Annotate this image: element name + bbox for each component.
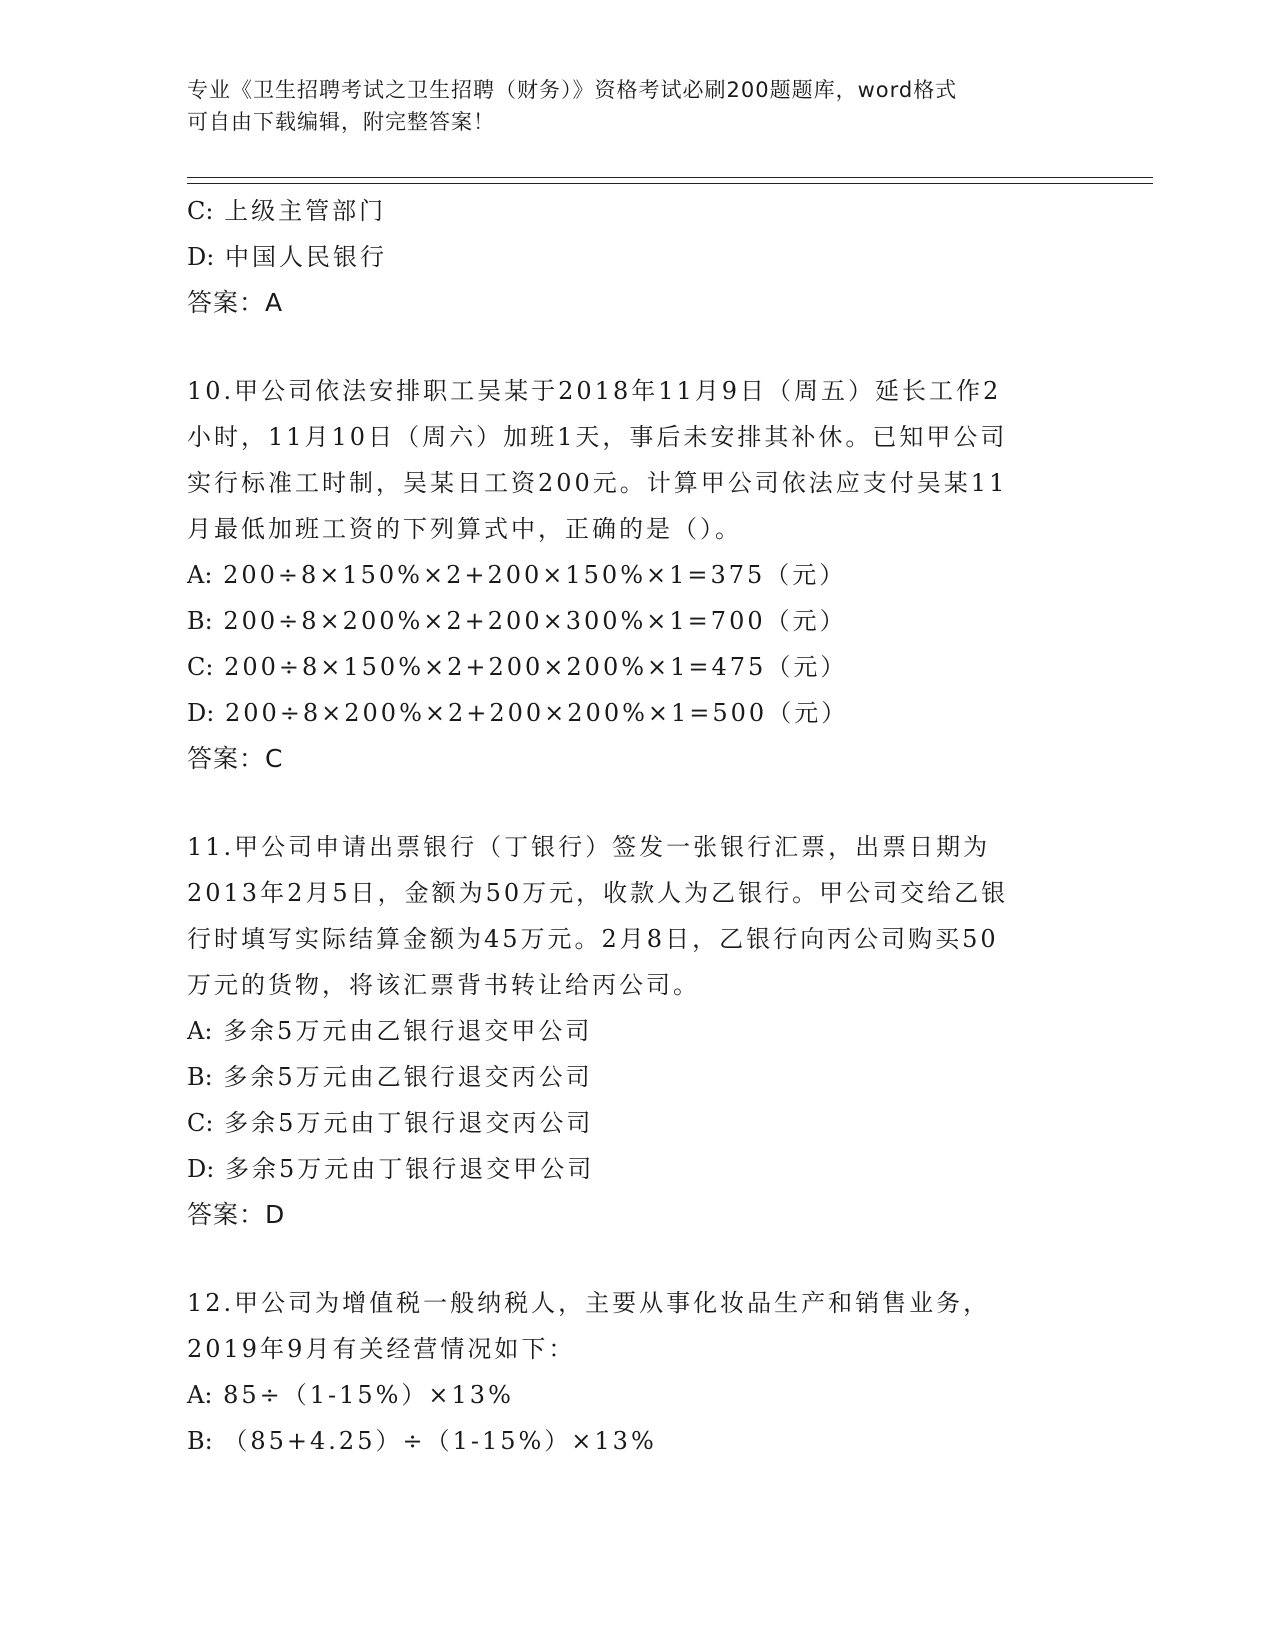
- question-text-line: 小时，11月10日（周六）加班1天，事后未安排其补休。已知甲公司: [187, 423, 1008, 451]
- option-d: D: 多余5万元由丁银行退交甲公司: [187, 1155, 595, 1183]
- question-text-line: 11.甲公司申请出票银行（丁银行）签发一张银行汇票，出票日期为: [187, 833, 991, 861]
- answer: 答案：C: [187, 744, 284, 773]
- document-header: [187, 74, 1087, 138]
- option-b: B: 多余5万元由乙银行退交丙公司: [187, 1063, 593, 1091]
- header-line-2: 可自由下载编辑，附完整答案！: [187, 110, 495, 134]
- question-text-line: 实行标准工时制，吴某日工资200元。计算甲公司依法应支付吴某11: [187, 469, 1008, 497]
- option-b: B: 200÷8×200%×2+200×300%×1=700（元）: [187, 607, 847, 635]
- question-12: [187, 1280, 1087, 1464]
- header-rule-top: [187, 177, 1153, 178]
- header-line-1: 专业《卫生招聘考试之卫生招聘（财务）》资格考试必刷200题题库，word格式: [187, 78, 958, 102]
- option-d: D: 200÷8×200%×2+200×200%×1=500（元）: [187, 699, 849, 727]
- option-a: A: 200÷8×150%×2+200×150%×1=375（元）: [187, 561, 847, 589]
- question-text-line: 2013年2月5日，金额为50万元，收款人为乙银行。甲公司交给乙银: [187, 879, 1009, 907]
- question-text-line: 10.甲公司依法安排职工吴某于2018年11月9日（周五）延长工作2: [187, 377, 1002, 405]
- question-text-line: 行时填写实际结算金额为45万元。2月8日，乙银行向丙公司购买50: [187, 925, 999, 953]
- document-body: [187, 188, 1087, 1464]
- option-d: D: 中国人民银行: [187, 243, 387, 271]
- answer: 答案：D: [187, 1200, 286, 1229]
- option-a: A: 多余5万元由乙银行退交甲公司: [187, 1017, 593, 1045]
- question-10: [187, 368, 1087, 782]
- question-text-line: 2019年9月有关经营情况如下：: [187, 1335, 576, 1363]
- option-c: C: 上级主管部门: [187, 197, 387, 225]
- option-b: B: （85+4.25）÷（1-15%）×13%: [187, 1427, 657, 1455]
- question-text-line: 12.甲公司为增值税一般纳税人，主要从事化妆品生产和销售业务，: [187, 1289, 991, 1317]
- question-11: [187, 824, 1087, 1238]
- question-text-line: 万元的货物，将该汇票背书转让给丙公司。: [187, 971, 700, 999]
- option-c: C: 多余5万元由丁银行退交丙公司: [187, 1109, 594, 1137]
- header-rule-bottom: [187, 183, 1153, 184]
- answer: 答案：A: [187, 288, 284, 317]
- question-9-tail: [187, 188, 1087, 326]
- question-text-line: 月最低加班工资的下列算式中，正确的是（）。: [187, 515, 742, 543]
- option-c: C: 200÷8×150%×2+200×200%×1=475（元）: [187, 653, 848, 681]
- option-a: A: 85÷（1-15%）×13%: [187, 1381, 514, 1409]
